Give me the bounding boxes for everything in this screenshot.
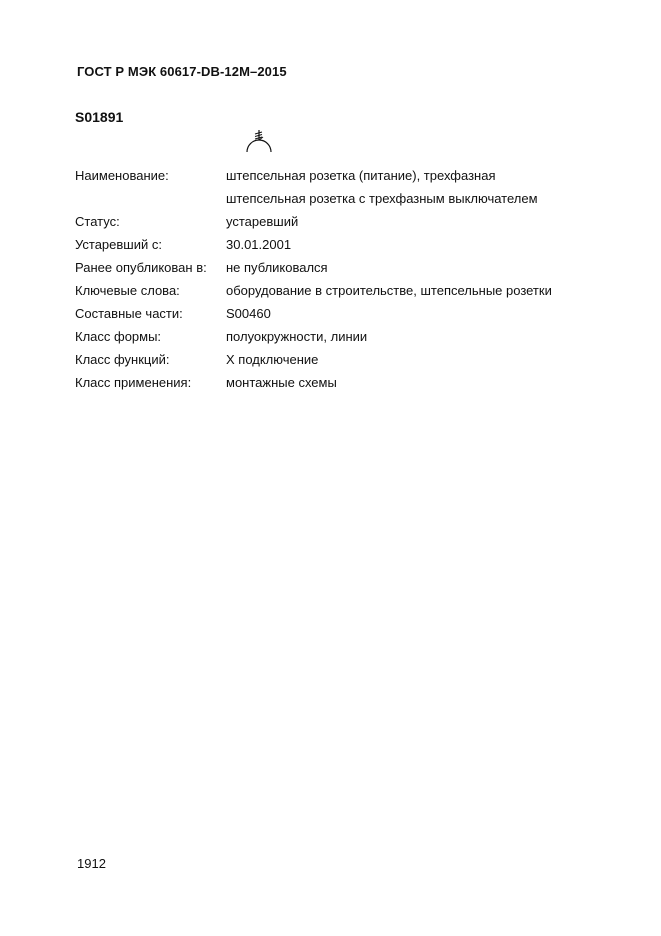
property-value — [226, 164, 635, 210]
property-row-function-class — [75, 348, 635, 371]
property-label: Класс функций: — [75, 352, 170, 367]
property-label: Класс формы: — [75, 329, 162, 344]
property-label: Ключевые слова: — [75, 283, 180, 298]
property-row-application-class — [75, 371, 635, 394]
document-header-title: ГОСТ Р МЭК 60617-DB-12M–2015 — [77, 64, 287, 79]
property-row-shape-class — [75, 325, 635, 348]
property-row-status — [75, 210, 635, 233]
property-row-name — [75, 164, 635, 210]
socket-symbol-graphic — [244, 126, 274, 156]
properties-list — [75, 164, 635, 394]
property-value: X подключение — [226, 352, 319, 367]
property-label: Класс применения: — [75, 375, 192, 390]
property-value: полуокружности, линии — [226, 329, 368, 344]
property-row-parts — [75, 302, 635, 325]
property-value-line: штепсельная розетка (питание), трехфазная — [226, 168, 496, 183]
property-value: устаревший — [226, 214, 299, 229]
property-label: Наименование: — [75, 168, 169, 183]
property-label: Ранее опубликован в: — [75, 260, 207, 275]
property-label: Составные части: — [75, 306, 183, 321]
property-label: Статус: — [75, 214, 120, 229]
property-row-published — [75, 256, 635, 279]
property-value: S00460 — [226, 306, 271, 321]
property-value: монтажные схемы — [226, 375, 337, 390]
symbol-code: S01891 — [75, 109, 124, 125]
property-value: 30.01.2001 — [226, 237, 292, 252]
property-label: Устаревший с: — [75, 237, 162, 252]
page-number: 1912 — [77, 856, 106, 871]
property-value: оборудование в строительстве, штепсельные розетки — [226, 283, 552, 298]
property-value-line: штепсельная розетка с трехфазным выключателем — [226, 191, 538, 206]
property-row-keywords — [75, 279, 635, 302]
property-value: не публиковался — [226, 260, 328, 275]
property-row-obsolete — [75, 233, 635, 256]
